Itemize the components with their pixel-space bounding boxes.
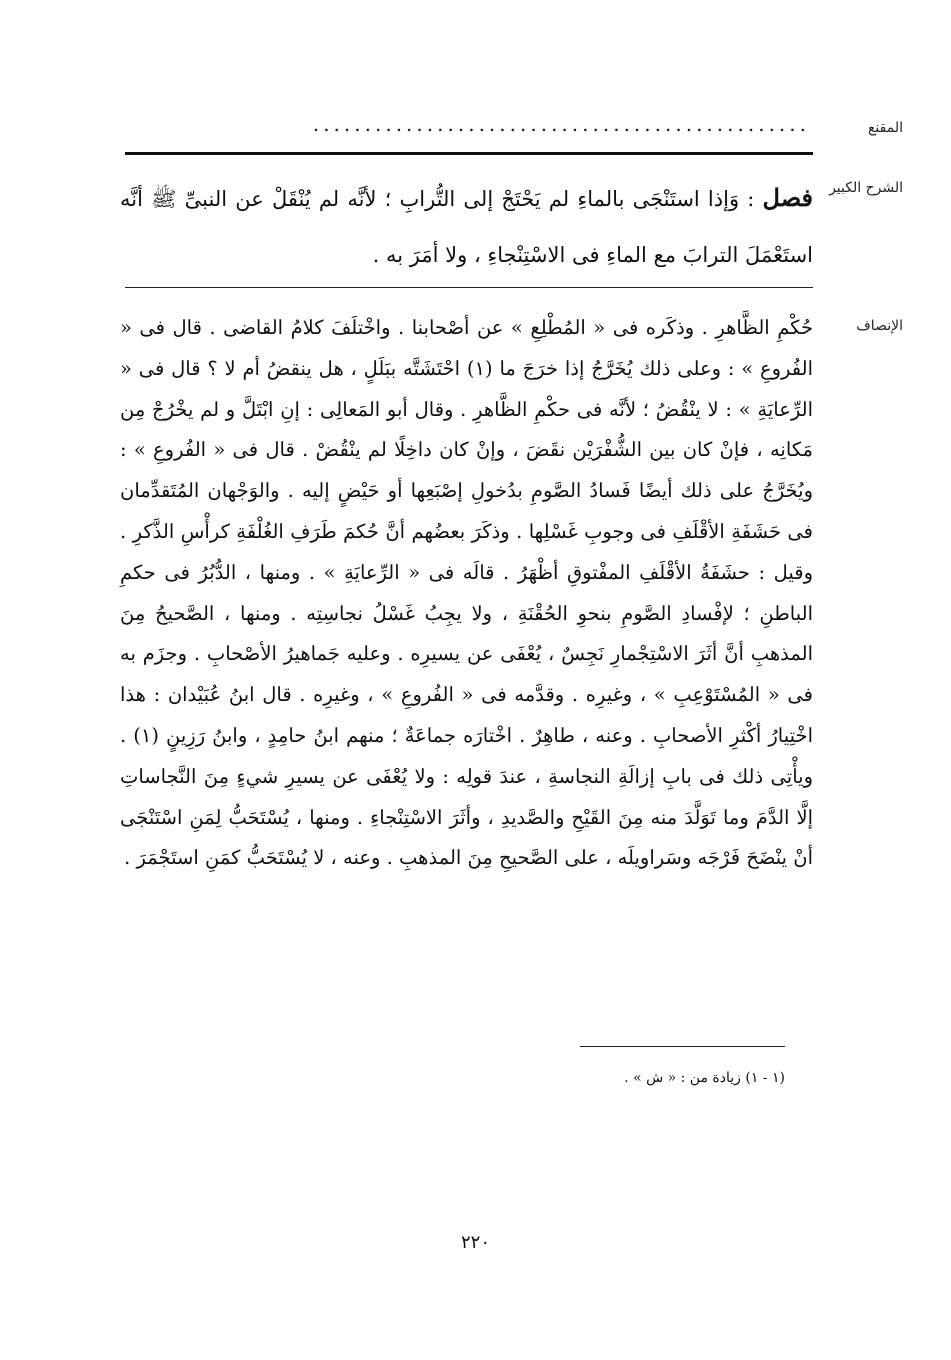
footnote: (١ - ١) زيادة من : « ش » . <box>624 1070 785 1086</box>
sharh-text: : وَإذا استَنْجَى بالماءِ لم يَحْتَجْ إلى التُّرابِ ؛ لأنَّه لم يُنْقَلْ عن النبىِّ ﷺ أنَّه استَعْمَلَ الترابَ مع الماءِ فى الاسْتِنْجاءِ ، ولا أمَرَ به . <box>120 187 813 267</box>
sharh-lead-word: فصل <box>762 183 813 212</box>
section-divider-thin <box>125 287 813 288</box>
page-number: ٢٢٠ <box>460 1232 490 1253</box>
muqni-label: المقنع <box>867 120 903 136</box>
section-divider-thick <box>125 152 813 155</box>
sharh-paragraph <box>120 170 813 283</box>
footnote-divider <box>580 1046 785 1047</box>
insaf-paragraph: حُكْمِ الظَّاهرِ . وذكَره فى « المُطْلِعِ » عن أصْحابنا . واخْتلَفَ كلامُ القاضى . قال فى « الفُروعِ » : وعلى ذلك يُخَرَّجُ إذا خرَجَ ما (١) احْتَشَتَّه ببَلَلٍ ، هل ينقضُ أم لا ؟ قال فى « الرِّعايَةِ » : لا ينْقُضُ ؛ لأنَّه فى حكْمِ الظَّاهرِ . وقال أبو المَعالِى : إنِ ابْتَلَّ و لم يخْرُجْ مِن مَكانِه ، فإنْ كان بين الشُّفْرَيْن نقَضَ ، وإنْ كان داخِلًا لم ينْقُضْ . قال فى « الفُروعِ » : ويُخَرَّجُ على ذلك أيضًا فَسادُ الصَّومِ بدُخولِ إصْبَعِها أو حَيْضٍ إليه . والوَجْهان المُتَقدِّمان فى حَشَفَةِ الأقْلَفِ فى وجوبِ غَسْلِها . وذكَرَ بعضُهم أنَّ حُكمَ طَرَفِ الغُلْفَةِ كرأْسِ الذَّكرِ . وقيل : حشَفَةُ الأقْلَفِ المفْتوقِ أظْهَرُ . قالَه فى « الرِّعايَةِ » . ومنها ، الدُّبُرُ فى حكمِ الباطنِ ؛ لإفْسادِ الصَّومِ بنحوِ الحُقْنَةِ ، ولا يجِبُ غَسْلُ نجاسِتِه . ومنها ، الصَّحيحُ مِنَ المذهبِ أنَّ أثَرَ الاسْتِجْمارِ نَجِسٌ ، يُعْفَى عن يسيرِه . وعليه جَماهيرُ الأصْحابِ . وجزَم به فى « المُسْتَوْعِبِ » ، وغيرِه . وقدَّمه فى « الفُروعِ » ، وغيرِه . قال ابنُ عُبَيْدان : هذا اخْتِيارُ أكْثرِ الأصحابِ . وعنه ، طاهِرٌ . اخْتارَه جماعَةٌ ؛ منهم ابنُ حامِدٍ ، وابنُ رَزِينٍ (١) . ويأْتِى ذلك فى بابِ إزالَةِ النجاسةِ ، عندَ قولِه : ولا يُعْفَى عن يسيرِ شيءٍ مِنَ النَّجاساتِ إلَّا الدَّمَ وما تَوَلَّدَ منه مِنَ القَيْحِ والصَّديدِ ، وأثَرَ الاسْتِنْجاءِ . ومنها ، يُسْتَحَبُّ لِمَنِ اسْتَنْجَى أنْ ينْضَحَ فَرْجَه وسَراويلَه ، على الصَّحيحِ مِنَ المذهبِ . وعنه ، لا يُسْتَحَبُّ كمَنِ استَجْمَرَ . <box>120 316 813 870</box>
sharh-label: الشرح الكبير <box>829 180 903 196</box>
muqni-placeholder-dots: ................................................ <box>312 112 810 136</box>
insaf-label: الإنصاف <box>856 318 903 334</box>
